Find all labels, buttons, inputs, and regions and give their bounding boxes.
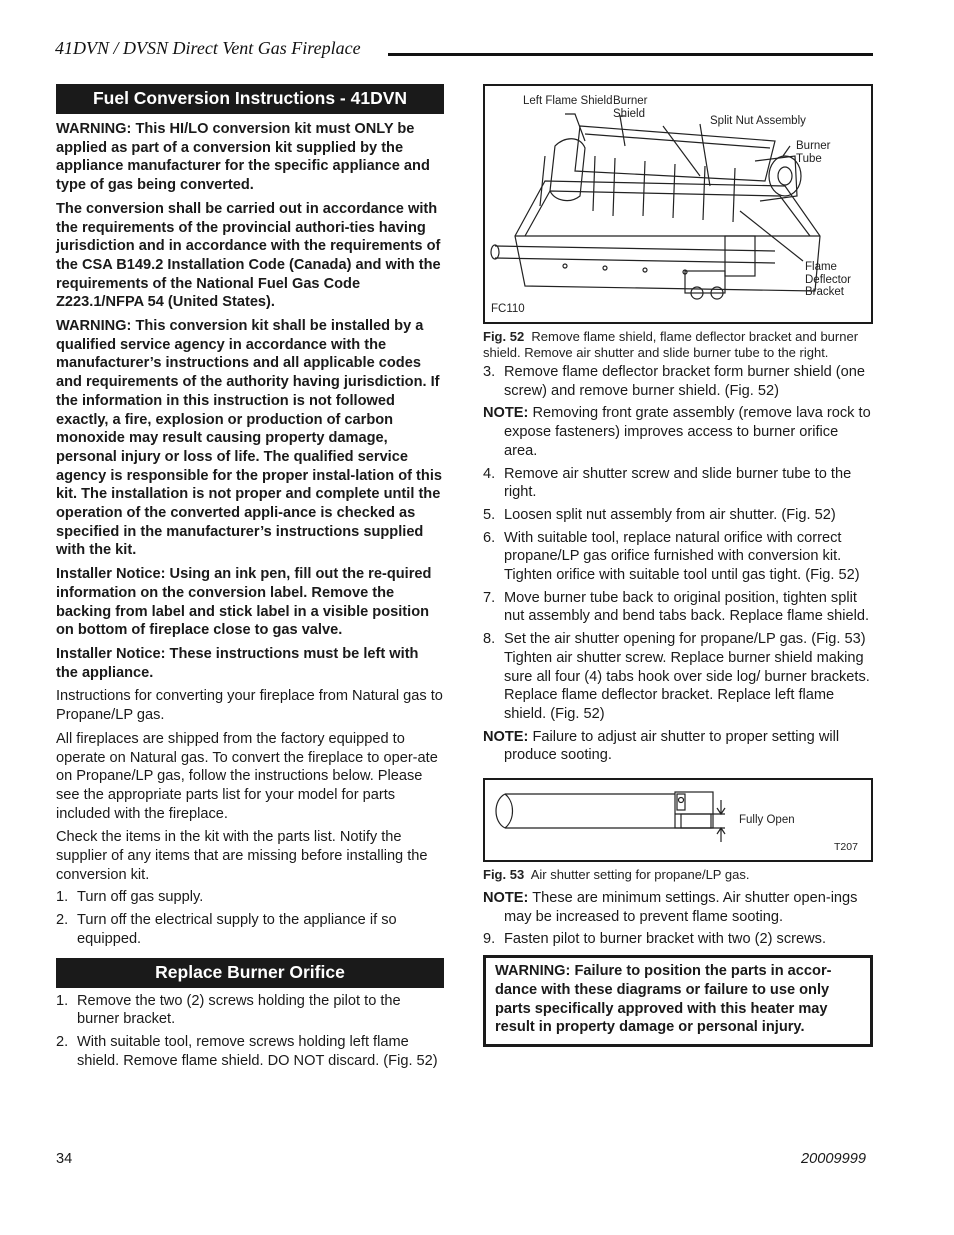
label-burner-shield: Burner Shield [613,95,648,120]
list-item: 6. With suitable tool, replace natural orifice with correct propane/LP gas orifice furnished with conversion kit. Tighten orifice with suitable tool until gas tight. (Fig. 52) [483,529,860,584]
section-title-fuel-conversion: Fuel Conversion Instructions - 41DVN [56,84,444,114]
list-item: 1. Remove the two (2) screws holding the pilot to the burner bracket. [56,992,401,1028]
air-shutter-illustration [485,780,871,860]
warning-box [483,955,873,1047]
steps-3 [483,363,873,400]
prep-steps [56,888,444,948]
installer-notice-label: Installer Notice: Using an ink pen, fill out the re-quired information on the conversion label. Remove the backing from label and stick label in a visible position on bottom of fireplace close to gas valve. [56,566,432,639]
note-minimum-settings: NOTE: These are minimum settings. Air shutter open-ings may be increased to prevent flame sooting. [483,890,858,925]
check-kit-paragraph: Check the items in the kit with the parts list. Notify the supplier of any items that are missing before installing the conversion kit. [56,829,428,883]
figure-53 [483,778,873,862]
document-number: 20009999 [801,1151,866,1167]
figure-52 [483,84,873,324]
list-item: 5. Loosen split nut assembly from air shutter. (Fig. 52) [483,506,836,523]
warning-conversion-kit: WARNING: This HI/LO conversion kit must ONLY be applied as part of a conversion kit supplied by the appliance manufacturer for the specific appliance and type of gas being converted. [56,121,430,194]
list-item: 4. Remove air shutter screw and slide burner tube to the right. [483,465,852,501]
shipped-paragraph: All fireplaces are shipped from the factory equipped to operate on Natural gas. To convert the fireplace to oper-ate on Propane/LP gas, follow the instructions below. Please see the appropriate parts list for your model for parts included with the fireplace. [56,730,438,822]
warning-box-text: WARNING: Failure to position the parts in accor-dance with these diagrams or failure to use only parts specifically approved with this heater may result in property damage or personal injury. [495,963,832,1036]
label-fully-open: Fully Open [739,814,795,827]
list-item: 8. Set the air shutter opening for propane/LP gas. (Fig. 53) Tighten air shutter screw. Replace burner shield making sure all four (4) tabs hook over side log/ burner brackets. Replace flame deflector bracket. Replace left flame shield. (Fig. 52) [483,631,870,722]
steps-4-to-8 [483,465,873,724]
list-item: 9. Fasten pilot to burner bracket with two (2) screws. [483,931,826,948]
list-item: 2. Turn off the electrical supply to the appliance if so equipped. [56,912,397,947]
figure-code-t207: T207 [834,841,858,854]
right-column [483,84,873,1047]
label-flame-deflector-bracket: Flame Deflector Bracket [805,261,852,298]
section-title-replace-orifice: Replace Burner Orifice [56,958,444,988]
label-left-flame-shield: Left Flame Shield [523,95,613,107]
installer-notice-leave: Installer Notice: These instructions must be left with the appliance. [56,645,419,681]
left-column [56,84,444,1070]
warning-qualified-agency: WARNING: This conversion kit shall be installed by a qualified service agency in accordance with the manufacturer’s instructions and all applicable codes and requirements of the authority having jurisdiction. If the information in this instruction is not followed exactly, a fire, explosion or production of carbon monoxide may result causing property damage, personal injury or loss of life. The qualified service agency is responsible for the proper instal-lation of this kit. The installation is not proper and complete until the operation of the converted appli-ance is checked as specified in the manufacturer’s instructions supplied with the kit. [56,318,442,559]
steps-9 [483,930,873,949]
list-item: 3. Remove flame deflector bracket form burner shield (one screw) and remove burner shield. (Fig. 52) [483,364,865,399]
orifice-steps [56,992,444,1071]
header-rule [388,53,873,56]
running-header-title: 41DVN / DVSN Direct Vent Gas Fireplace [55,38,361,58]
label-split-nut-assembly: Split Nut Assembly [710,115,806,127]
list-item: 7. Move burner tube back to original position, tighten split nut assembly and bend tabs back. Replace flame shield. [483,589,870,625]
note-sooting: NOTE: Failure to adjust air shutter to proper setting will produce sooting. [483,728,840,764]
figure-52-caption: Fig. 52 Remove flame shield, flame deflector bracket and burner shield. Remove air shutter and slide burner tube to the right. [483,329,859,360]
note-front-grate: NOTE: Removing front grate assembly (remove lava rock to expose fasteners) improves access to burner orifice area. [483,405,871,459]
list-item: 1. Turn off gas supply. [56,889,204,906]
conversion-requirements: The conversion shall be carried out in accordance with the requirements of the provincial authori-ties having jurisdiction and in accordance with the requirements of the CSA B149.2 Installation Code (Canada) and with the requirements of the National Fuel Gas Code Z223.1/NFPA 54 (United States). [56,200,441,311]
list-item: 2. With suitable tool, remove screws holding left flame shield. Remove flame shield. DO NOT discard. (Fig. 52) [56,1033,438,1069]
figure-code-fc110: FC110 [491,303,525,315]
page-number: 34 [56,1151,73,1167]
intro-paragraph: Instructions for converting your fireplace from Natural gas to Propane/LP gas. [56,688,443,724]
label-burner-tube: Burner Tube [796,140,831,165]
figure-53-caption: Fig. 53 Air shutter setting for propane/LP gas. [483,867,750,883]
